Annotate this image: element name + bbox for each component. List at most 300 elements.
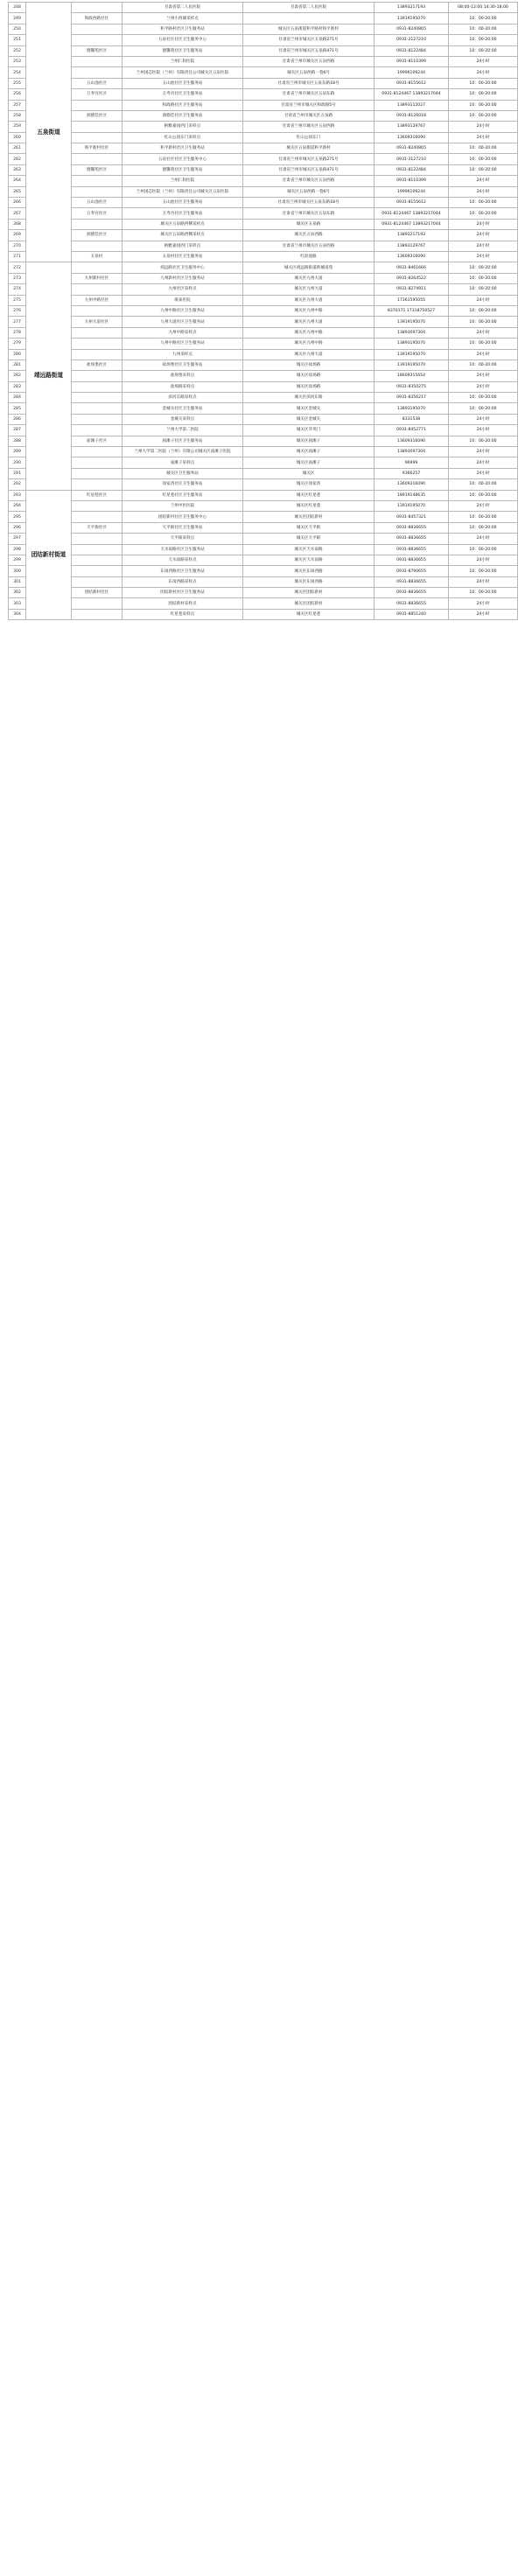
site-name-cell: 柄雅嘉园西门采样点 [122,241,243,251]
address-cell: 城关区九州中路 [243,339,374,349]
hours-cell: 10：00-20:00 [449,143,518,154]
site-name-cell: 九州中路社区卫生服务站 [122,339,243,349]
site-name-cell: 庙滩子社区卫生服务站 [122,436,243,446]
address-cell: 城关区盐场路 [243,381,374,392]
address-cell: 城关区徐家湾 [243,479,374,490]
table-row [9,360,518,370]
community-cell [72,176,122,186]
site-name-cell: 甘肃省第二人民医院 [122,3,243,13]
row-number-cell: 259 [9,122,26,132]
row-number-cell: 283 [9,381,26,392]
row-number-cell: 297 [9,534,26,544]
site-name-cell: 庙滩子采样点 [122,457,243,468]
community-cell: 红星巷社区 [72,490,122,500]
community-cell: 万寿宫社区 [72,208,122,219]
hours-cell: 24小时 [449,414,518,424]
community-cell: 九州大道社区 [72,317,122,327]
address-cell: 城关区 [243,468,374,478]
row-number-cell: 248 [9,3,26,13]
address-cell: 甘肃省兰州市城关区五泉路471号 [243,164,374,175]
phone-cell: 0931-8122484 [374,45,449,56]
community-cell [72,576,122,587]
address-cell: 城关区庙滩子 [243,457,374,468]
community-cell [72,35,122,45]
hours-cell: 10：00-20:00 [449,78,518,88]
community-cell: 天平街社区 [72,522,122,533]
table-row [9,45,518,56]
hours-cell: 10：00-20:00 [449,566,518,576]
site-name-cell: 盐场堡社区卫生服务站 [122,360,243,370]
row-number-cell: 264 [9,176,26,186]
community-cell [72,381,122,392]
phone-cell: 19996109244 [374,67,449,78]
site-name-cell: 城关区五泉路西侧采样点 [122,230,243,241]
phone-cell: 0931-8836655 [374,588,449,598]
site-name-cell: 城关区五泉路西侧采样点 [122,219,243,229]
table-row [9,327,518,338]
address-cell: 城关区金城关 [243,403,374,414]
address-cell: 城关区东岗西路 [243,566,374,576]
community-cell [72,284,122,295]
table-row [9,447,518,457]
row-number-cell: 274 [9,284,26,295]
site-name-cell: 城关区卫生服务站 [122,468,243,478]
hours-cell: 10：00-20:00 [449,45,518,56]
site-name-cell: 兰州仁和医院 [122,176,243,186]
address-cell: 城关区九州大道 [243,349,374,360]
site-name-cell: 德馨苑社区卫生服务站 [122,45,243,56]
table-row [9,544,518,555]
table-row [9,110,518,121]
row-number-cell: 270 [9,241,26,251]
hours-cell: 24小时 [449,576,518,587]
site-name-cell: 和政路社区卫生服务站 [122,100,243,110]
table-row [9,588,518,598]
phone-cell: 13893217193 [374,3,449,13]
table-row [9,13,518,24]
hours-cell: 10：00-20:00 [449,13,518,24]
row-number-cell: 273 [9,273,26,283]
row-number-cell: 262 [9,154,26,164]
row-number-cell: 302 [9,588,26,598]
row-number-cell: 258 [9,110,26,121]
row-number-cell: 257 [9,100,26,110]
phone-cell: 17361595055 [374,295,449,305]
address-cell: 甘肃省第二人民医院 [243,3,374,13]
address-cell: 城关区庙滩子 [243,447,374,457]
phone-cell: 96999 [374,457,449,468]
hours-cell: 24小时 [449,598,518,609]
site-name-cell: 靖远路社区卫生服务中心 [122,262,243,273]
hours-cell: 10：00-20:00 [449,479,518,490]
row-number-cell: 281 [9,360,26,370]
community-cell [72,186,122,197]
address-cell: 城关区天平街 [243,534,374,544]
address-cell: 甘肃省兰州市城关区五泉路271号 [243,35,374,45]
site-name-cell: 天水南路社区卫生服务站 [122,544,243,555]
address-cell: 城关区团结新村 [243,598,374,609]
table-row [9,154,518,164]
address-cell: 城关区天平街 [243,522,374,533]
street-cell: 靖远路街道 [26,262,72,490]
site-name-cell: 东岗西路社区卫生服务站 [122,566,243,576]
community-cell [72,241,122,251]
community-cell [72,262,122,273]
site-name-cell: 和平新村社区卫生服务站 [122,143,243,154]
phone-cell: 0931-8836655 [374,576,449,587]
hours-cell: 10：00-20:00 [449,522,518,533]
table-row [9,262,518,273]
address-cell: 甘肃省兰州市城关区五泉东路 [243,89,374,100]
address-cell: 城关区滨河东路 [243,393,374,403]
table-row [9,349,518,360]
table-row [9,566,518,576]
community-cell [72,468,122,478]
hours-cell: 10：00-20:00 [449,588,518,598]
address-cell: 城关区九州大道 [243,284,374,295]
table-body [9,3,518,620]
hours-cell: 24小时 [449,132,518,143]
site-name-cell: 五泉社区社区卫生服务中心 [122,35,243,45]
community-cell: 万寿宫社区 [72,89,122,100]
hours-cell: 10：00-20:00 [449,317,518,327]
phone-cell: 13609316090 [374,251,449,262]
community-cell [72,339,122,349]
site-name-cell: 盐场堡采样点 [122,371,243,381]
table-row [9,230,518,241]
row-number-cell: 265 [9,186,26,197]
site-name-cell: 五泉村社区卫生服务站 [122,251,243,262]
address-cell: 甘肃省兰州市城关区五泉西路 [243,122,374,132]
phone-cell: 13893097304 [374,447,449,457]
phone-cell: 0931-8836655 [374,522,449,533]
phone-cell: 0931-8836655 [374,544,449,555]
phone-cell: 13609316090 [374,132,449,143]
table-row [9,132,518,143]
site-name-cell: 九州中路社区卫生服务站 [122,305,243,316]
hours-cell: 24小时 [449,534,518,544]
row-number-cell: 255 [9,78,26,88]
row-number-cell: 266 [9,198,26,208]
site-name-cell: 兰州大学第二医院（兰州）有限公司城关区庙滩子医院 [122,447,243,457]
address-cell: 甘肃省兰州市城关区五泉西路 [243,176,374,186]
row-number-cell: 278 [9,327,26,338]
phone-cell: 13893195070 [374,339,449,349]
row-number-cell: 251 [9,35,26,45]
hours-cell: 24小时 [449,230,518,241]
address-cell: 城关区团结新村 [243,588,374,598]
phone-cell: 13919195070 [374,317,449,327]
community-cell [72,132,122,143]
community-cell [72,24,122,34]
phone-cell: 0931-8155612 [374,78,449,88]
hours-cell: 24小时 [449,327,518,338]
address-cell: 城关区萃英门 [243,425,374,436]
site-name-cell: 滨河东路采样点 [122,393,243,403]
community-cell [72,3,122,13]
test-site-table [8,2,518,620]
row-number-cell: 269 [9,230,26,241]
row-number-cell: 301 [9,576,26,587]
row-number-cell: 260 [9,132,26,143]
hours-cell: 24小时 [449,251,518,262]
site-name-cell: 九州新村社区卫生服务站 [122,273,243,283]
address-cell: 城关区天水南路 [243,555,374,565]
address-cell: 甘肃省兰州市城关区和政路5号 [243,100,374,110]
phone-cell: 13893195070 [374,403,449,414]
table-row [9,457,518,468]
hours-cell: 10：00-20:00 [449,305,518,316]
site-name-cell: 兰州小西湖采样点 [122,13,243,24]
row-number-cell: 294 [9,500,26,511]
hours-cell: 10：00-20:00 [449,208,518,219]
site-name-cell: 德馨苑社区卫生服务站 [122,164,243,175]
table-row [9,241,518,251]
table-row [9,24,518,34]
phone-cell: 0931-8836655 [374,598,449,609]
table-row [9,371,518,381]
row-number-cell: 284 [9,393,26,403]
hours-cell: 10：00-20:00 [449,164,518,175]
table-row [9,468,518,478]
table-row [9,208,518,219]
community-cell [72,122,122,132]
table-row [9,89,518,100]
hours-cell: 10：00-20:00 [449,100,518,110]
address-cell: 城关区红星巷 [243,490,374,500]
table-row [9,122,518,132]
community-cell [72,305,122,316]
phone-cell: 9366257 [374,468,449,478]
site-name-cell: 兰州国芯医院（兰州）有限责任公司城关区五泉医院 [122,67,243,78]
phone-cell: 13609316090 [374,479,449,490]
row-number-cell: 267 [9,208,26,219]
site-name-cell: 红山公园东门采样点 [122,132,243,143]
site-name-cell: 徐家湾社区卫生服务站 [122,479,243,490]
row-number-cell: 256 [9,89,26,100]
community-cell [72,56,122,66]
phone-cell: 0931-8124467 13893217044 [374,208,449,219]
phone-cell: 0931-8110399 [374,176,449,186]
table-row [9,479,518,490]
row-number-cell: 289 [9,447,26,457]
hours-cell: 24小时 [449,122,518,132]
hours-cell: 24小时 [449,186,518,197]
hours-cell: 24小时 [449,468,518,478]
row-number-cell: 254 [9,67,26,78]
site-name-cell: 柄雅嘉园西门采样点 [122,122,243,132]
row-number-cell: 285 [9,403,26,414]
table-row [9,576,518,587]
phone-cell: 0931-8240865 [374,143,449,154]
table-row [9,305,518,316]
address-cell: 城关区九州大道 [243,317,374,327]
phone-cell: 0931-8836655 [374,534,449,544]
address-cell [243,13,374,24]
address-cell: 城关区五泉街道和平新村 [243,143,374,154]
row-number-cell: 292 [9,479,26,490]
phone-cell: 13919195070 [374,349,449,360]
phone-cell: 13609316090 [374,436,449,446]
address-cell: 甘肃省兰州市城关区五泉路271号 [243,154,374,164]
site-name-cell: 九州中路采样点 [122,327,243,338]
hours-cell: 24小时 [449,349,518,360]
row-number-cell: 303 [9,598,26,609]
row-number-cell: 287 [9,425,26,436]
hours-cell: 10：00-20:00 [449,393,518,403]
row-number-cell: 263 [9,164,26,175]
address-cell: 城关区五泉西路一巷6号 [243,186,374,197]
address-cell: 红山公园东门 [243,132,374,143]
site-name-cell: 天平街社区卫生服务站 [122,522,243,533]
phone-cell: 0931-8240865 [374,24,449,34]
table-row [9,339,518,349]
table-row [9,381,518,392]
address-cell: 城关区九州大道 [243,273,374,283]
row-number-cell: 268 [9,219,26,229]
community-cell [72,500,122,511]
community-cell [72,479,122,490]
hours-cell: 24小时 [449,447,518,457]
table-row [9,555,518,565]
site-name-cell: 金城关社区卫生服务站 [122,403,243,414]
table-row [9,251,518,262]
hours-cell: 24小时 [449,67,518,78]
phone-cell: 18609315654 [374,371,449,381]
phone-cell: 13893129767 [374,241,449,251]
hours-cell: 24小时 [449,176,518,186]
hours-cell: 24小时 [449,295,518,305]
phone-cell: 18919148635 [374,490,449,500]
community-cell: 五山池社区 [72,78,122,88]
hours-cell: 10：00-20:00 [449,512,518,522]
address-cell: 城关区金城关 [243,414,374,424]
table-row [9,35,518,45]
row-number-cell: 279 [9,339,26,349]
address-cell: 甘肃省兰州市城关区五泉路471号 [243,45,374,56]
address-cell: 城关区团结新村 [243,512,374,522]
row-number-cell: 299 [9,555,26,565]
phone-cell: 13893217193 [374,230,449,241]
community-cell [72,327,122,338]
community-cell: 德馨苑社区 [72,164,122,175]
row-number-cell: 295 [9,512,26,522]
hours-cell: 24小时 [449,219,518,229]
table-row [9,522,518,533]
hours-cell: 24小时 [449,555,518,565]
hours-cell: 10：00-20:00 [449,273,518,283]
community-cell [72,598,122,609]
hours-cell: 10：00-20:00 [449,403,518,414]
address-cell: 甘肃省兰州市城关区五泉东路 [243,208,374,219]
site-name-cell: 兰州中医医院 [122,500,243,511]
community-cell [72,154,122,164]
phone-cell: 13919195070 [374,500,449,511]
hours-cell: 10：00-20:00 [449,544,518,555]
phone-cell: 0931-8264522 [374,273,449,283]
table-row [9,186,518,197]
phone-cell: 13893112027 [374,100,449,110]
community-cell: 九州新村社区 [72,273,122,283]
site-name-cell: 九州社区采样点 [122,284,243,295]
table-row [9,56,518,66]
community-cell [72,414,122,424]
address-cell: 甘肃省兰州市城关区五泉西路 [243,241,374,251]
community-cell: 五山池社区 [72,198,122,208]
community-cell [72,544,122,555]
community-cell [72,447,122,457]
table-row [9,273,518,283]
phone-cell: 0931-8155612 [374,198,449,208]
table-row [9,425,518,436]
row-number-cell: 282 [9,371,26,381]
table-row [9,490,518,500]
address-cell: 城关区东岗西路 [243,576,374,587]
hours-cell: 24小时 [449,56,518,66]
community-cell [72,457,122,468]
hours-cell: 10：00-20:00 [449,490,518,500]
phone-cell: 19996109244 [374,186,449,197]
community-cell: 庙滩子社区 [72,436,122,446]
community-cell [72,393,122,403]
table-row [9,393,518,403]
table-row [9,164,518,175]
site-name-cell: 团结新村采样点 [122,598,243,609]
phone-cell: 13893097304 [374,327,449,338]
phone-cell: 13919195070 [374,13,449,24]
street-cell: 五泉街道 [26,3,72,262]
phone-cell: 0931-8836655 [374,555,449,565]
phone-cell: 0931-8356217 [374,393,449,403]
community-cell [72,425,122,436]
row-number-cell: 304 [9,609,26,619]
community-cell: 团结新村社区 [72,588,122,598]
community-cell [72,609,122,619]
hours-cell: 24小时 [449,500,518,511]
row-number-cell: 277 [9,317,26,327]
row-number-cell: 276 [9,305,26,316]
row-number-cell: 253 [9,56,26,66]
community-cell: 和政西路社区 [72,13,122,24]
hours-cell: 10：00-20:00 [449,89,518,100]
hours-cell: 08:00-12:00 14:30-18:00 [449,3,518,13]
community-cell: 九州中路社区 [72,295,122,305]
phone-cell: 0931-8350275 [374,381,449,392]
table-row [9,176,518,186]
community-cell [72,566,122,576]
site-name-cell: 五泉社区社区卫生服务中心 [122,154,243,164]
site-name-cell: 天水南路采样点 [122,555,243,565]
community-cell: 润德佳社区 [72,110,122,121]
phone-cell: 0931-8851240 [374,609,449,619]
table-row [9,295,518,305]
address-cell: 甘肃省兰州市城关区五泉路 [243,110,374,121]
site-name-cell: 万寿宫社区卫生服务站 [122,208,243,219]
phone-cell: 0931-8457321 [374,512,449,522]
phone-cell: 13919195070 [374,360,449,370]
row-number-cell: 249 [9,13,26,24]
community-cell [72,403,122,414]
community-cell [72,534,122,544]
row-number-cell: 293 [9,490,26,500]
phone-cell: 0931-8790655 [374,566,449,576]
site-name-cell: 润德佳社区卫生服务站 [122,110,243,121]
hours-cell: 24小时 [449,425,518,436]
phone-cell: 0931-8452771 [374,425,449,436]
site-name-cell: 东岗西路采样点 [122,576,243,587]
row-number-cell: 291 [9,468,26,478]
site-name-cell: 团结新村社区卫生服务站 [122,588,243,598]
